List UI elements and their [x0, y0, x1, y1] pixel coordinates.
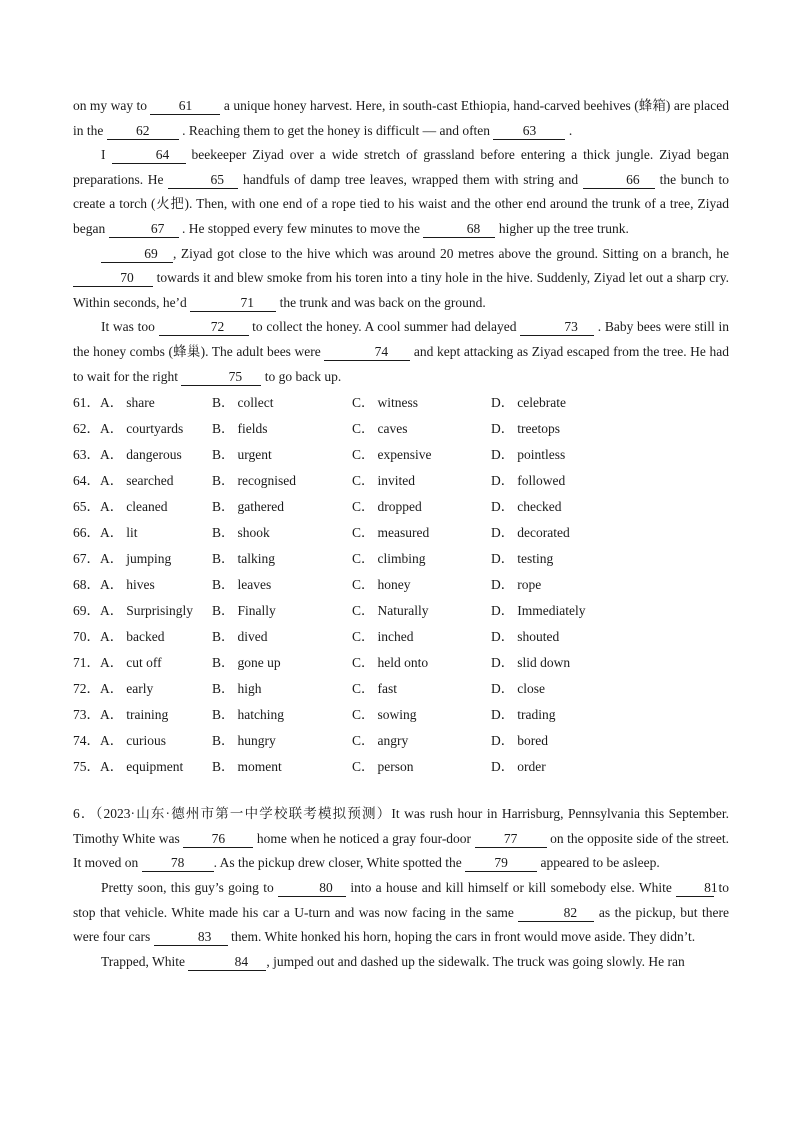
option-c[interactable] — [352, 416, 408, 442]
blank-65[interactable]: 65 — [168, 172, 238, 189]
option-b[interactable] — [212, 650, 281, 676]
option-letter: B． — [212, 733, 235, 749]
option-letter: D． — [491, 577, 515, 593]
options-list — [73, 390, 729, 780]
option-letter: B． — [212, 681, 235, 697]
option-letter: C． — [352, 499, 375, 515]
option-letter: 73．A． — [73, 707, 124, 723]
option-letter: 71．A． — [73, 655, 124, 671]
option-text: treetops — [517, 421, 560, 437]
option-d[interactable] — [491, 494, 561, 520]
option-c[interactable] — [352, 676, 397, 702]
blank-67[interactable]: 67 — [109, 221, 179, 238]
blank-64[interactable]: 64 — [112, 147, 186, 164]
option-letter: D． — [491, 681, 515, 697]
option-a[interactable] — [73, 624, 164, 650]
option-text: collect — [237, 395, 274, 411]
option-c[interactable] — [352, 598, 429, 624]
text-run: handfuls of damp tree leaves, wrapped them with string and — [238, 171, 583, 187]
blank-63[interactable]: 63 — [493, 123, 565, 140]
option-text: honey — [377, 577, 411, 593]
option-letter: B． — [212, 759, 235, 775]
option-letter: C． — [352, 681, 375, 697]
option-letter: D． — [491, 733, 515, 749]
option-a[interactable] — [73, 676, 153, 702]
option-letter: C． — [352, 551, 375, 567]
option-text: gone up — [237, 655, 281, 671]
option-c[interactable] — [352, 702, 417, 728]
option-a[interactable] — [73, 416, 183, 442]
option-text: pointless — [517, 447, 566, 463]
option-text: lit — [126, 525, 138, 541]
blank-76[interactable]: 76 — [183, 831, 253, 848]
text-run: the trunk and was back on the ground. — [276, 294, 486, 310]
blank-83[interactable]: 83 — [154, 929, 228, 946]
option-c[interactable] — [352, 390, 418, 416]
option-text: inched — [377, 629, 414, 645]
option-b[interactable] — [212, 572, 271, 598]
option-b[interactable] — [212, 520, 270, 546]
text-run: and kept attacking as Ziyad escaped from the tree. He had to wait for the right — [73, 343, 729, 384]
option-letter: B． — [212, 655, 235, 671]
text-run: into a house and kill himself or kill somebody else. White — [346, 879, 677, 895]
option-text: Immediately — [517, 603, 586, 619]
option-letter: C． — [352, 603, 375, 619]
option-d[interactable] — [491, 650, 570, 676]
option-letter: B． — [212, 499, 235, 515]
option-b[interactable] — [212, 624, 268, 650]
option-text: gathered — [237, 499, 284, 515]
text-run: . — [565, 122, 573, 138]
blank-82[interactable]: 82 — [518, 905, 594, 922]
blank-66[interactable]: 66 — [583, 172, 655, 189]
option-text: witness — [377, 395, 419, 411]
option-d[interactable] — [491, 572, 541, 598]
option-c[interactable] — [352, 494, 422, 520]
option-d[interactable] — [491, 546, 553, 572]
option-row-69 — [73, 598, 729, 624]
option-row-75 — [73, 754, 729, 780]
option-text: rope — [517, 577, 542, 593]
option-text: cut off — [126, 655, 162, 671]
option-text: close — [517, 681, 545, 697]
option-a[interactable] — [73, 572, 155, 598]
option-letter: 68．A． — [73, 577, 124, 593]
option-text: testing — [517, 551, 554, 567]
option-a[interactable] — [73, 546, 171, 572]
option-text: urgent — [237, 447, 272, 463]
blank-79[interactable]: 79 — [465, 855, 537, 872]
option-text: dangerous — [126, 447, 182, 463]
text-run: . Reaching them to get the honey is difficult — and often — [178, 122, 494, 138]
option-d[interactable] — [491, 676, 545, 702]
option-letter: 66．A． — [73, 525, 124, 541]
option-letter: D． — [491, 655, 515, 671]
blank-62[interactable]: 62 — [107, 123, 179, 140]
text-run: towards it and blew smoke from his toren into a tiny hole in the hive. Suddenly, Ziyad let out a sharp cry. Within seconds, he’d — [73, 270, 729, 310]
option-text: curious — [126, 733, 166, 749]
option-a[interactable] — [73, 468, 173, 494]
blank-69[interactable]: 69 — [101, 246, 173, 263]
blank-68[interactable]: 68 — [423, 221, 495, 238]
option-text: courtyards — [126, 421, 184, 437]
option-text: Surprisingly — [126, 603, 194, 619]
option-letter: B． — [212, 707, 235, 723]
option-letter: 75．A． — [73, 759, 124, 775]
option-a[interactable] — [73, 390, 155, 416]
option-b[interactable] — [212, 546, 275, 572]
option-b[interactable] — [212, 728, 276, 754]
option-letter: C． — [352, 447, 375, 463]
option-letter: B． — [212, 577, 235, 593]
option-row-67 — [73, 546, 729, 572]
option-row-66 — [73, 520, 729, 546]
option-text: share — [126, 395, 155, 411]
paragraph — [73, 950, 729, 975]
text-run: beekeeper Ziyad over a wide stretch of grassland before entering a thick jungle. Ziyad began preparations. He — [73, 147, 730, 187]
option-letter: D． — [491, 603, 515, 619]
blank-74[interactable]: 74 — [324, 344, 410, 361]
option-letter: B． — [212, 395, 235, 411]
option-c[interactable] — [352, 728, 408, 754]
option-letter: B． — [212, 473, 235, 489]
option-a[interactable] — [73, 442, 182, 468]
option-letter: B． — [212, 603, 235, 619]
text-run: appeared to be asleep. — [537, 855, 660, 871]
option-text: hungry — [237, 733, 276, 749]
blank-84[interactable]: 84 — [188, 954, 266, 971]
option-a[interactable] — [73, 650, 162, 676]
paragraph — [73, 94, 729, 143]
option-text: held onto — [377, 655, 429, 671]
option-text: talking — [237, 551, 276, 567]
option-letter: 61．A． — [73, 395, 124, 411]
text-run: I — [101, 147, 112, 163]
option-letter: C． — [352, 707, 375, 723]
option-letter: D． — [491, 759, 515, 775]
option-a[interactable] — [73, 598, 193, 624]
option-text: shook — [237, 525, 270, 541]
option-row-61 — [73, 390, 729, 416]
option-letter: B． — [212, 629, 235, 645]
option-a[interactable] — [73, 754, 183, 780]
passage-5 — [73, 94, 729, 389]
option-letter: D． — [491, 551, 515, 567]
option-a[interactable] — [73, 702, 168, 728]
option-b[interactable] — [212, 468, 296, 494]
blank-70[interactable]: 70 — [73, 270, 153, 287]
paragraph — [73, 802, 729, 876]
option-text: high — [237, 681, 262, 697]
text-run: 6．（2023·山东·德州市第一中学校联考模拟预测）It was rush hour in Harrisburg, Pennsylvania this September. Timothy White was — [73, 806, 729, 846]
text-run: on the opposite side of the street. It moved on — [73, 830, 730, 871]
option-b[interactable] — [212, 494, 284, 520]
option-d[interactable] — [491, 442, 565, 468]
option-text: cleaned — [126, 499, 168, 515]
option-d[interactable] — [491, 390, 566, 416]
text-run: to go back up. — [261, 368, 342, 384]
blank-72[interactable]: 72 — [159, 319, 249, 336]
option-letter: B． — [212, 551, 235, 567]
option-letter: 62．A． — [73, 421, 124, 437]
option-text: checked — [517, 499, 562, 515]
option-text: angry — [377, 733, 409, 749]
option-letter: D． — [491, 421, 515, 437]
option-letter: C． — [352, 655, 375, 671]
blank-61[interactable]: 61 — [150, 98, 220, 115]
option-letter: C． — [352, 395, 375, 411]
option-letter: D． — [491, 629, 515, 645]
option-text: moment — [237, 759, 282, 775]
blank-78[interactable]: 78 — [142, 855, 214, 872]
option-letter: C． — [352, 473, 375, 489]
text-run: , jumped out and dashed up the sidewalk. The truck was going slowly. He ran — [266, 953, 685, 969]
option-text: expensive — [377, 447, 432, 463]
option-letter: D． — [491, 499, 515, 515]
option-row-65 — [73, 494, 729, 520]
option-text: hatching — [237, 707, 285, 723]
option-text: fast — [377, 681, 398, 697]
option-letter: D． — [491, 395, 515, 411]
text-run: , Ziyad got close to the hive which was around 20 metres above the ground. Sitting on a branch, he — [173, 245, 729, 261]
option-text: dropped — [377, 499, 422, 515]
blank-73[interactable]: 73 — [520, 319, 594, 336]
text-run: home when he noticed a gray four-door — [253, 830, 475, 846]
option-d[interactable] — [491, 728, 548, 754]
option-text: searched — [126, 473, 174, 489]
option-text: leaves — [237, 577, 272, 593]
option-text: shouted — [517, 629, 560, 645]
option-letter: 65．A． — [73, 499, 124, 515]
text-run: the bunch to create a torch (火把). Then, with one end of a rope tied to his waist and the other end around the trunk of a tree, Ziyad began — [73, 171, 729, 236]
option-row-68 — [73, 572, 729, 598]
option-c[interactable] — [352, 546, 426, 572]
option-letter: 67．A． — [73, 551, 124, 567]
option-c[interactable] — [352, 650, 428, 676]
option-row-73 — [73, 702, 729, 728]
option-text: equipment — [126, 759, 184, 775]
option-letter: D． — [491, 473, 515, 489]
option-text: celebrate — [517, 395, 566, 411]
option-c[interactable] — [352, 572, 411, 598]
option-text: backed — [126, 629, 165, 645]
option-letter: D． — [491, 447, 515, 463]
option-letter: 64．A． — [73, 473, 124, 489]
option-b[interactable] — [212, 754, 282, 780]
option-letter: C． — [352, 577, 375, 593]
option-text: Finally — [237, 603, 276, 619]
option-text: jumping — [126, 551, 172, 567]
option-letter: C． — [352, 759, 375, 775]
option-a[interactable] — [73, 520, 138, 546]
text-run: . He stopped every few minutes to move the — [178, 220, 424, 236]
option-d[interactable] — [491, 520, 570, 546]
option-d[interactable] — [491, 624, 559, 650]
option-d[interactable] — [491, 754, 546, 780]
option-d[interactable] — [491, 468, 565, 494]
option-letter: B． — [212, 525, 235, 541]
option-letter: 70．A． — [73, 629, 124, 645]
option-row-71 — [73, 650, 729, 676]
option-text: order — [517, 759, 546, 775]
option-b[interactable] — [212, 598, 276, 624]
text-run: on my way to — [73, 98, 151, 113]
option-text: slid down — [517, 655, 571, 671]
document-page — [73, 94, 729, 974]
text-run: a unique honey harvest. Here, in south-cast Ethiopia, hand-carved beehives (蜂箱) are placed in the — [73, 98, 729, 138]
option-letter: 72．A． — [73, 681, 124, 697]
paragraph — [73, 143, 729, 241]
option-text: sowing — [377, 707, 417, 723]
option-row-70 — [73, 624, 729, 650]
option-text: decorated — [517, 525, 570, 541]
option-text: followed — [517, 473, 566, 489]
text-run: . As the pickup drew closer, White spotted the — [213, 855, 466, 871]
option-text: early — [126, 681, 154, 697]
text-run: to stop that vehicle. White made his car a U-turn and was now facing in the same — [73, 879, 729, 920]
text-run: as the pickup, but there were four cars — [73, 904, 729, 945]
question-6 — [73, 802, 729, 974]
option-text: measured — [377, 525, 430, 541]
paragraph — [73, 876, 729, 950]
option-text: hives — [126, 577, 155, 593]
option-b[interactable] — [212, 416, 268, 442]
blank-71[interactable]: 71 — [190, 295, 276, 312]
option-d[interactable] — [491, 598, 585, 624]
option-letter: D． — [491, 525, 515, 541]
option-text: trading — [517, 707, 556, 723]
option-row-63 — [73, 442, 729, 468]
text-run: them. White honked his horn, hoping the cars in front would move aside. They didn’t. — [227, 929, 696, 945]
option-a[interactable] — [73, 728, 166, 754]
option-c[interactable] — [352, 442, 432, 468]
text-run: Trapped, White — [101, 953, 189, 969]
option-text: recognised — [237, 473, 296, 489]
option-row-74 — [73, 728, 729, 754]
option-letter: B． — [212, 421, 235, 437]
option-text: training — [126, 707, 169, 723]
option-letter: 63．A． — [73, 447, 124, 463]
option-text: person — [377, 759, 414, 775]
option-letter: 74．A． — [73, 733, 124, 749]
blank-81[interactable]: 81 — [676, 880, 714, 897]
option-text: dived — [237, 629, 268, 645]
option-a[interactable] — [73, 494, 167, 520]
text-run: to collect the honey. A cool summer had delayed — [248, 319, 521, 335]
option-letter: C． — [352, 733, 375, 749]
option-row-72 — [73, 676, 729, 702]
option-text: bored — [517, 733, 548, 749]
option-letter: 69．A． — [73, 603, 124, 619]
option-c[interactable] — [352, 468, 415, 494]
option-d[interactable] — [491, 702, 556, 728]
text-run: higher up the tree trunk. — [495, 220, 629, 236]
option-b[interactable] — [212, 442, 272, 468]
option-letter: C． — [352, 629, 375, 645]
blank-80[interactable]: 80 — [278, 880, 346, 897]
option-text: climbing — [377, 551, 426, 567]
option-row-64 — [73, 468, 729, 494]
option-b[interactable] — [212, 702, 284, 728]
paragraph — [73, 315, 729, 389]
option-letter: B． — [212, 447, 235, 463]
option-text: Naturally — [377, 603, 429, 619]
text-run: . Baby bees were still in the honey combs (蜂巢). The adult bees were — [73, 319, 729, 359]
option-b[interactable] — [212, 390, 274, 416]
option-c[interactable] — [352, 754, 414, 780]
blank-77[interactable]: 77 — [475, 831, 547, 848]
option-c[interactable] — [352, 624, 414, 650]
text-run: It was too — [101, 319, 159, 335]
option-c[interactable] — [352, 520, 429, 546]
blank-75[interactable]: 75 — [181, 369, 261, 386]
option-letter: C． — [352, 525, 375, 541]
option-text: caves — [377, 421, 408, 437]
option-b[interactable] — [212, 676, 262, 702]
option-letter: C． — [352, 421, 375, 437]
text-run: Pretty soon, this guy’s going to — [101, 879, 279, 895]
option-text: invited — [377, 473, 416, 489]
paragraph — [73, 242, 729, 316]
option-text: fields — [237, 421, 268, 437]
option-row-62 — [73, 416, 729, 442]
option-d[interactable] — [491, 416, 560, 442]
option-letter: D． — [491, 707, 515, 723]
